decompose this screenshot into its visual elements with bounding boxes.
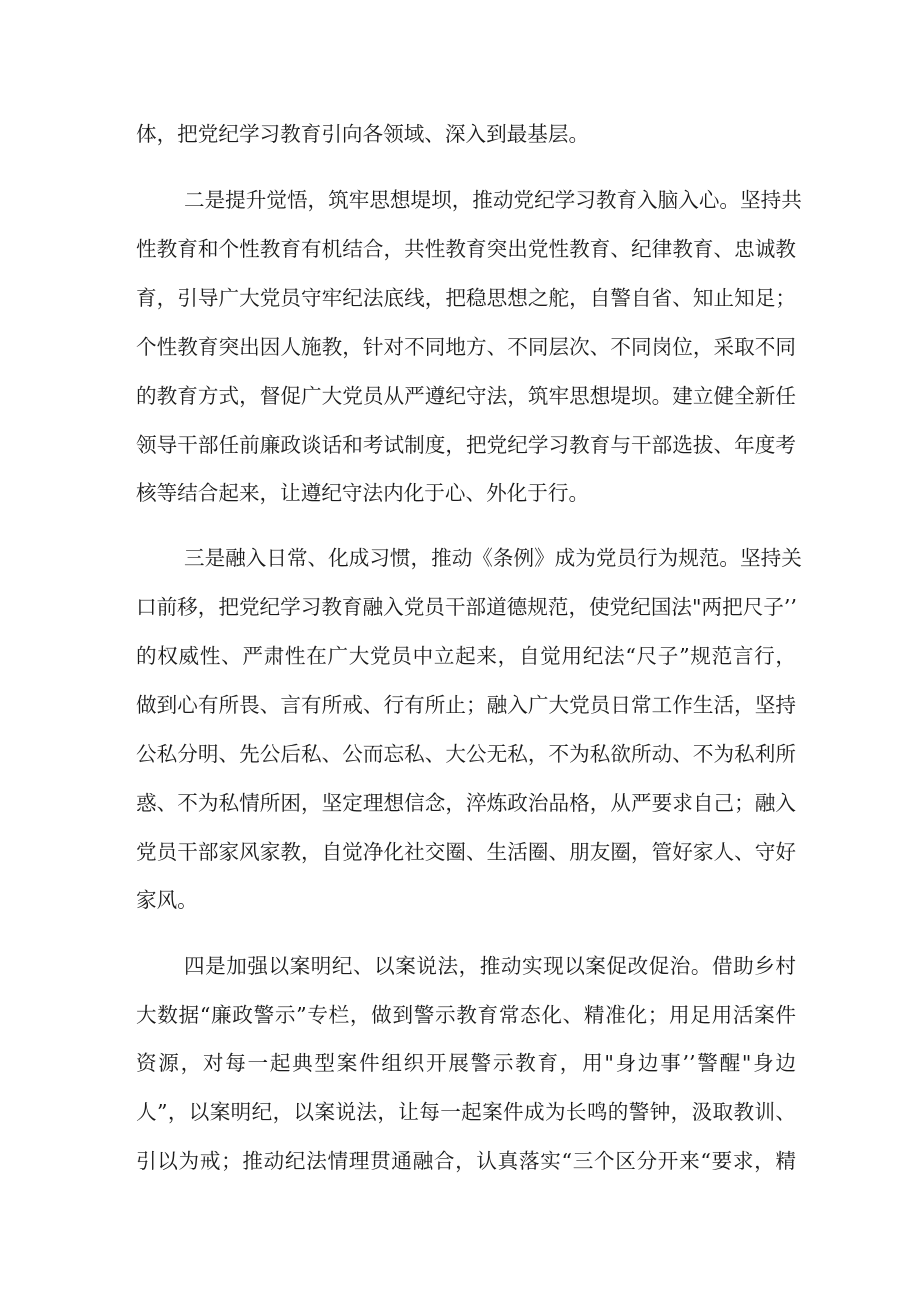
paragraph-1-line-2: 性教育和个性教育有机结合，共性教育突出党性教育、纪律教育、忠诚教 xyxy=(136,237,796,261)
paragraph-3-line-2: 大数据“廉政警示”专栏，做到警示教育常态化、精准化；用足用活案件 xyxy=(136,1003,796,1027)
paragraph-2-line-8: 家风。 xyxy=(136,888,198,912)
paragraph-2-line-3: 的权威性、严肃性在广大党员中立起来，自觉用纪法“尺子”规范言行， xyxy=(136,644,796,668)
paragraph-2-line-7: 党员干部家风家教，自觉净化社交圈、生活圈、朋友圈，管好家人、守好 xyxy=(136,840,796,864)
paragraph-1-line-6: 领导干部任前廉政谈话和考试制度，把党纪学习教育与干部选拔、年度考 xyxy=(136,433,796,457)
paragraph-1-line-1: 二是提升觉悟，筑牢思想堤坝，推动党纪学习教育入脑入心。坚持共 xyxy=(184,188,802,212)
paragraph-0-line-1: 体，把党纪学习教育引向各领域、深入到最基层。 xyxy=(136,122,590,146)
paragraph-1-line-3: 育，引导广大党员守牢纪法底线，把稳思想之舵，自警自省、知止知足； xyxy=(136,286,796,310)
paragraph-3-line-4: 人”，以案明纪，以案说法，让每一起案件成为长鸣的警钟，汲取教训、 xyxy=(136,1100,796,1124)
paragraph-2-line-4: 做到心有所畏、言有所戒、行有所止；融入广大党员日常工作生活，坚持 xyxy=(136,693,796,717)
paragraph-1-line-5: 的教育方式，督促广大党员从严遵纪守法，筑牢思想堤坝。建立健全新任 xyxy=(136,384,796,408)
paragraph-2-line-5: 公私分明、先公后私、公而忘私、大公无私，不为私欲所动、不为私利所 xyxy=(136,742,796,766)
paragraph-2-line-2: 口前移，把党纪学习教育融入党员干部道德规范，使党纪国法"两把尺子’’ xyxy=(136,595,797,619)
paragraph-1-line-4: 个性教育突出因人施教，针对不同地方、不同层次、不同岗位，采取不同 xyxy=(136,335,796,359)
paragraph-3-line-3: 资源，对每一起典型案件组织开展警示教育，用"身边事’’警醒"身边 xyxy=(136,1051,796,1075)
paragraph-3-line-1: 四是加强以案明纪、以案说法，推动实现以案促改促治。借助乡村 xyxy=(184,954,796,978)
paragraph-2-line-6: 惑、不为私情所困，坚定理想信念，淬炼政治品格，从严要求自己；融入 xyxy=(136,791,796,815)
paragraph-3-line-5: 引以为戒；推动纪法情理贯通融合，认真落实“三个区分开来“要求，精 xyxy=(136,1149,796,1173)
paragraph-1-line-7: 核等结合起来，让遵纪守法内化于心、外化于行。 xyxy=(136,481,590,505)
paragraph-2-line-1: 三是融入日常、化成习惯，推动《条例》成为党员行为规范。坚持关 xyxy=(184,546,802,570)
